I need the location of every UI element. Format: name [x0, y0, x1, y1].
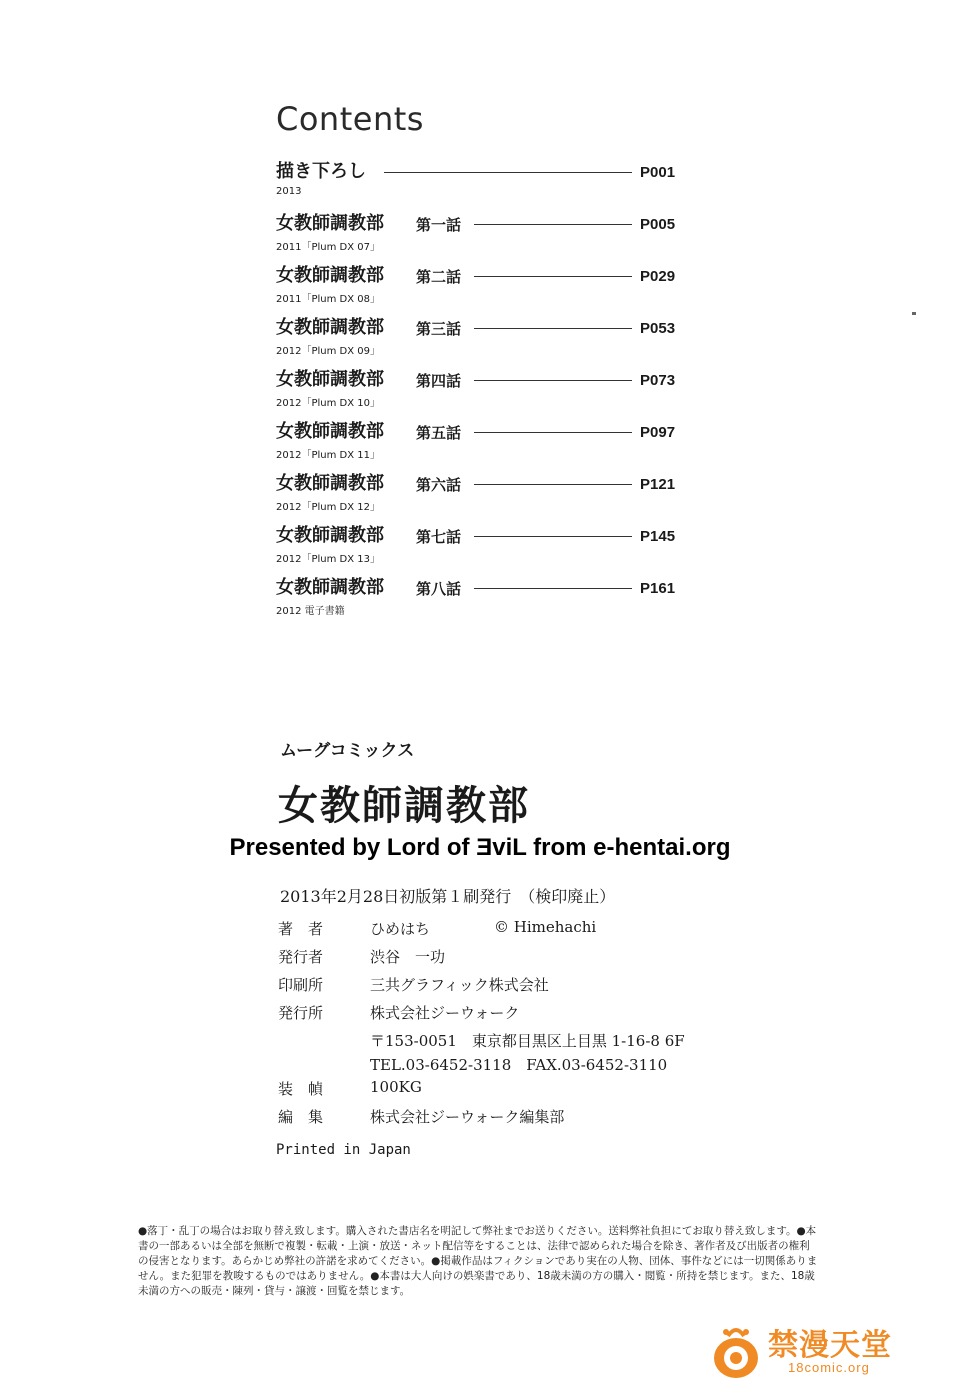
toc-entry	[276, 472, 676, 524]
toc-entry	[276, 368, 676, 420]
colophon-design-row	[278, 1078, 738, 1106]
toc-page-number: P121	[640, 476, 676, 493]
colophon-editor-row	[278, 1106, 738, 1134]
watermark-logo	[706, 1316, 926, 1388]
toc-leader-line	[474, 484, 632, 485]
table-of-contents	[276, 160, 676, 628]
toc-title: 女教師調教部	[276, 577, 384, 598]
toc-source: 2011「Plum DX 08」	[276, 294, 380, 305]
publisher-label: 発行者	[278, 948, 324, 966]
toc-page-number: P005	[640, 216, 676, 233]
design-label: 装 幀	[278, 1080, 324, 1098]
toc-leader-line	[474, 328, 632, 329]
toc-entry	[276, 160, 676, 212]
toc-leader-line	[474, 224, 632, 225]
toc-entry	[276, 524, 676, 576]
toc-page-number: P001	[640, 164, 676, 181]
toc-source: 2012「Plum DX 10」	[276, 398, 380, 409]
phone-value: TEL.03-6452-3118 FAX.03-6452-3110	[370, 1056, 668, 1074]
printer-label: 印刷所	[278, 976, 324, 994]
toc-entry	[276, 316, 676, 368]
toc-source: 2012 電子書籍	[276, 606, 345, 617]
toc-title: 女教師調教部	[276, 317, 384, 338]
toc-page-number: P073	[640, 372, 676, 389]
toc-title: 女教師調教部	[276, 421, 384, 442]
toc-title: 女教師調教部	[276, 265, 384, 286]
issuer-label: 発行所	[278, 1004, 324, 1022]
scan-speck	[912, 312, 916, 315]
publication-date: 2013年2月28日初版第１刷発行 （検印廃止）	[280, 887, 616, 906]
toc-source: 2012「Plum DX 13」	[276, 554, 380, 565]
toc-page-number: P097	[640, 424, 676, 441]
editor-value: 株式会社ジーウォーク編集部	[370, 1108, 565, 1126]
printer-value: 三共グラフィック株式会社	[370, 976, 549, 994]
author-value: ひめはち	[370, 920, 431, 938]
toc-source: 2012「Plum DX 11」	[276, 450, 380, 461]
watermark-name: 禁漫天堂	[768, 1328, 892, 1363]
address-value: 〒153-0051 東京都目黒区上目黒 1-16-8 6F	[370, 1032, 685, 1050]
printed-in-japan: Printed in Japan	[276, 1142, 411, 1158]
toc-chapter: 第四話	[416, 372, 462, 390]
toc-chapter: 第二話	[416, 268, 462, 286]
toc-source: 2012「Plum DX 12」	[276, 502, 380, 513]
issuer-value: 株式会社ジーウォーク	[370, 1004, 520, 1022]
colophon-phone-row	[278, 1054, 738, 1078]
toc-page-number: P145	[640, 528, 676, 545]
toc-title: 女教師調教部	[276, 369, 384, 390]
contents-heading: Contents	[276, 100, 424, 138]
toc-entry	[276, 420, 676, 472]
watermark-url: 18comic.org	[788, 1360, 870, 1375]
toc-chapter: 第六話	[416, 476, 462, 494]
toc-title: 女教師調教部	[276, 525, 384, 546]
colophon-address-row	[278, 1030, 738, 1054]
toc-chapter: 第七話	[416, 528, 462, 546]
editor-label: 編 集	[278, 1108, 324, 1126]
toc-chapter: 第五話	[416, 424, 462, 442]
copyright-value: © Himehachi	[494, 918, 597, 936]
toc-source: 2011「Plum DX 07」	[276, 242, 380, 253]
publisher-value: 渋谷 一功	[370, 948, 446, 966]
toc-leader-line	[384, 172, 632, 173]
toc-leader-line	[474, 276, 632, 277]
colophon	[278, 918, 738, 1134]
design-value: 100KG	[370, 1078, 422, 1096]
toc-title: 女教師調教部	[276, 473, 384, 494]
colophon-author-row	[278, 918, 738, 946]
series-label: ムーグコミックス	[280, 741, 415, 761]
author-label: 著 者	[278, 920, 324, 938]
mascot-icon	[706, 1322, 766, 1382]
toc-title: 描き下ろし	[276, 161, 366, 182]
toc-leader-line	[474, 536, 632, 537]
colophon-publisher-row	[278, 946, 738, 974]
toc-page-number: P053	[640, 320, 676, 337]
toc-title: 女教師調教部	[276, 213, 384, 234]
toc-entry	[276, 264, 676, 316]
legal-notice: ●落丁・乱丁の場合はお取り替え致します。購入された書店名を明記して弊社までお送りください。送料弊社負担にてお取り替え致します。●本書の一部あるいは全部を無断で複製・転載・上演・放送・ネット配信等をすることは、法律で認められた場合を除き、著作者及び出版者の権利の侵害となります。あらかじめ弊社の許諾を求めてください。●掲載作品はフィクションであり実在の人物、団体、事件などには一切関係ありません。また犯罪を教唆するものではありません。●本書は大人向けの娯楽書であり、18歳未満の方の購入・閲覧・所持を禁じます。また、18歳未満の方への販売・陳列・貸与・譲渡・回覧を禁じます。	[138, 1225, 818, 1297]
colophon-issuer-row	[278, 1002, 738, 1030]
toc-source: 2013	[276, 186, 302, 197]
toc-leader-line	[474, 380, 632, 381]
toc-chapter: 第八話	[416, 580, 462, 598]
toc-chapter: 第一話	[416, 216, 462, 234]
toc-page-number: P029	[640, 268, 676, 285]
toc-chapter: 第三話	[416, 320, 462, 338]
colophon-printer-row	[278, 974, 738, 1002]
toc-entry	[276, 576, 676, 628]
presented-by-credit: Presented by Lord of ƎviL from e-hentai.org	[229, 834, 731, 861]
toc-source: 2012「Plum DX 09」	[276, 346, 380, 357]
book-title: 女教師調教部	[278, 783, 530, 829]
toc-leader-line	[474, 432, 632, 433]
toc-entry	[276, 212, 676, 264]
toc-leader-line	[474, 588, 632, 589]
toc-page-number: P161	[640, 580, 676, 597]
